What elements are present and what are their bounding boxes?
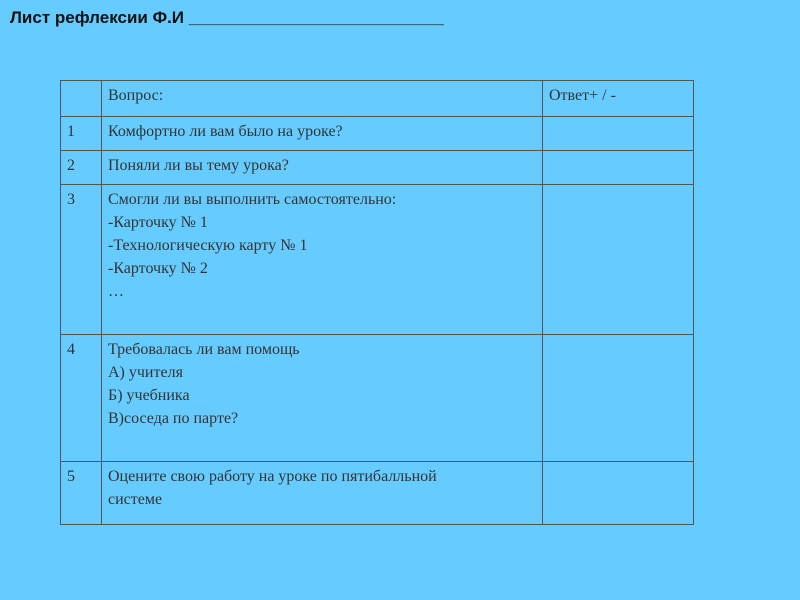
question-line: Б) учебника (108, 387, 190, 404)
question-line: Комфортно ли вам было на уроке? (108, 123, 343, 140)
question-cell (102, 117, 543, 151)
question-line: Оцените свою работу на уроке по пятибалльной (108, 468, 437, 485)
answer-cell[interactable] (543, 151, 694, 185)
question-line: Требовалась ли вам помощь (108, 341, 300, 358)
row-number: 2 (61, 151, 102, 185)
question-line: … (108, 283, 124, 300)
row-number: 5 (61, 462, 102, 525)
question-line: -Технологическую карту № 1 (108, 237, 308, 254)
question-line: В)соседа по парте? (108, 410, 239, 427)
row-number: 3 (61, 185, 102, 335)
question-cell (102, 335, 543, 462)
answer-cell[interactable] (543, 462, 694, 525)
question-cell (102, 462, 543, 525)
row-number: 4 (61, 335, 102, 462)
answer-cell[interactable] (543, 335, 694, 462)
question-line: Поняли ли вы тему урока? (108, 157, 289, 174)
page-title: Лист рефлексии Ф.И ___________________________ (10, 8, 445, 27)
answer-cell[interactable] (543, 185, 694, 335)
table-row (61, 462, 694, 525)
table-row (61, 151, 694, 185)
question-line: -Карточку № 1 (108, 214, 208, 231)
header-question-cell: Вопрос: (102, 81, 543, 117)
question-line: системе (108, 491, 163, 508)
question-line: -Карточку № 2 (108, 260, 208, 277)
header-answer-cell: Ответ+ / - (543, 81, 694, 117)
reflection-table (60, 80, 694, 525)
header-num-cell (61, 81, 102, 117)
table-header-row (61, 81, 694, 117)
table-row (61, 185, 694, 335)
row-number: 1 (61, 117, 102, 151)
question-cell (102, 151, 543, 185)
table-row (61, 117, 694, 151)
table-row (61, 335, 694, 462)
question-cell (102, 185, 543, 335)
question-line: Смогли ли вы выполнить самостоятельно: (108, 191, 397, 208)
answer-cell[interactable] (543, 117, 694, 151)
question-line: А) учителя (108, 364, 183, 381)
